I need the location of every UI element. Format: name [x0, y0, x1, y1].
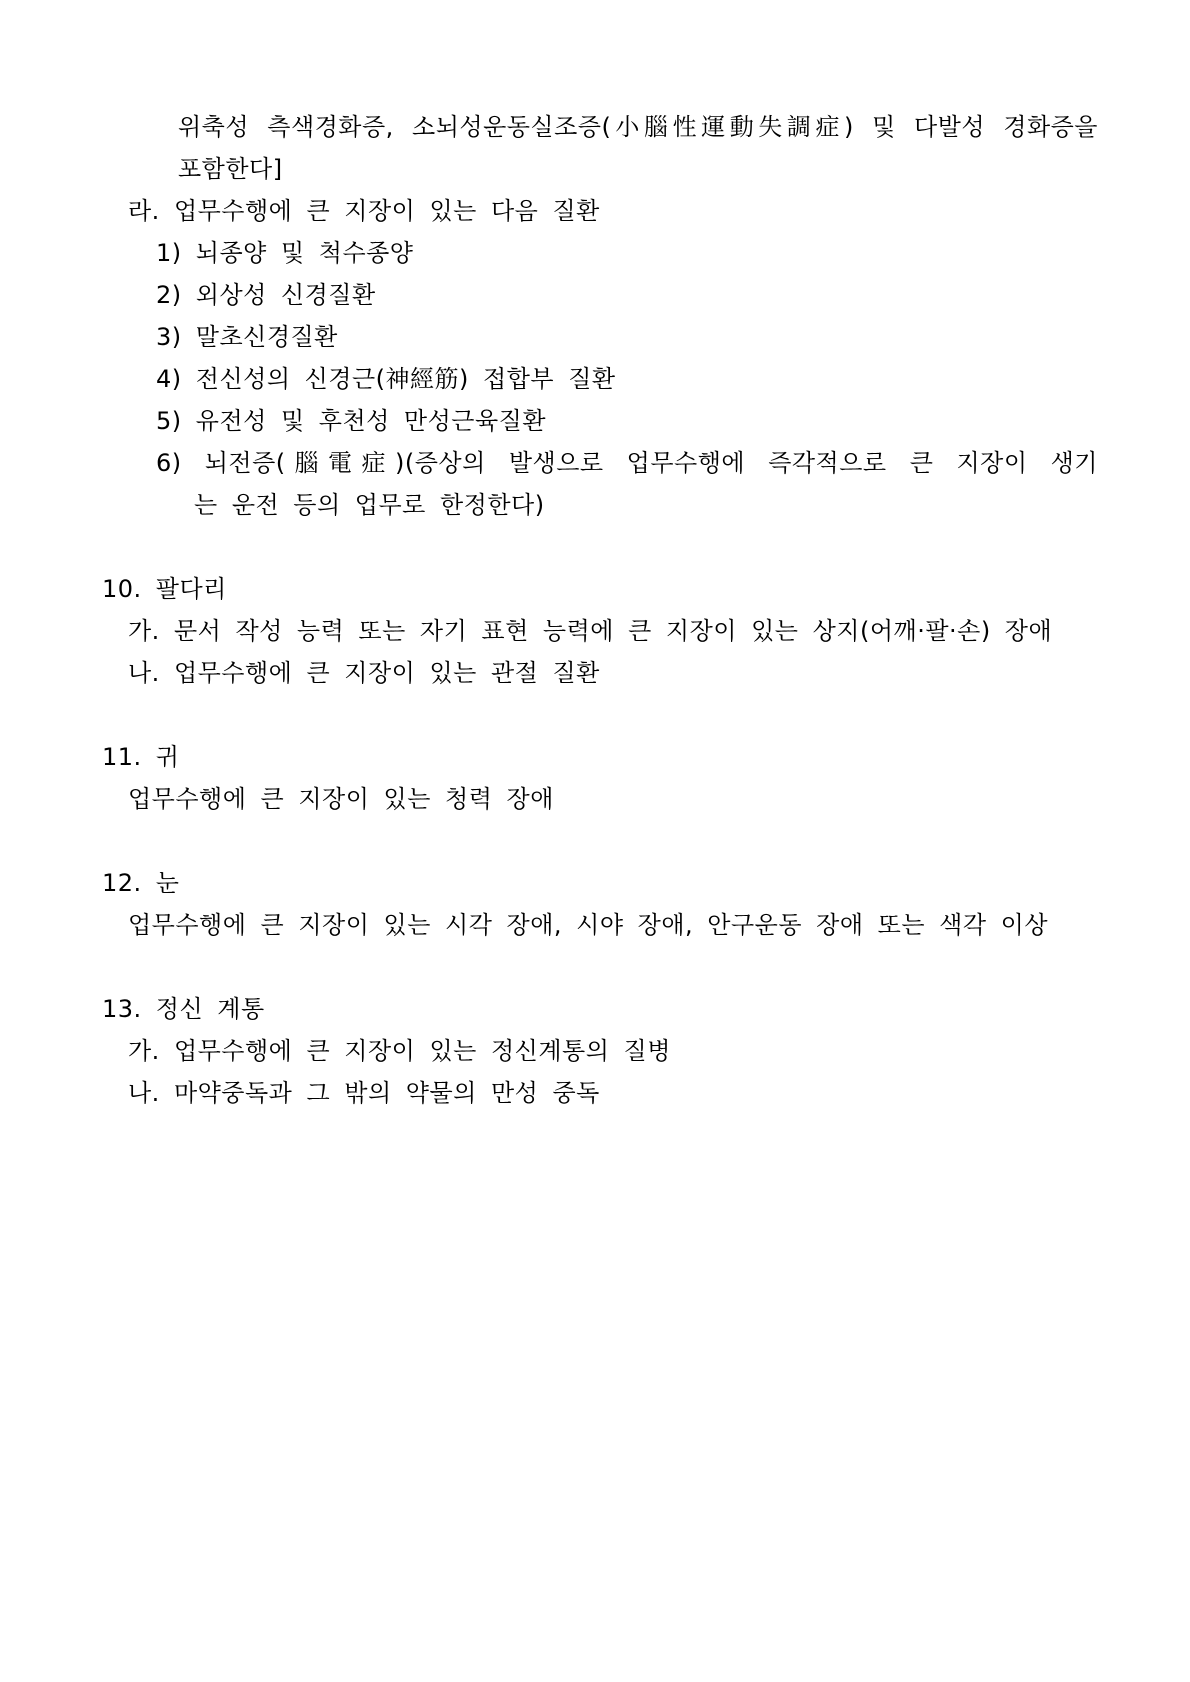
- section-11-item-1: 업무수행에 큰 지장이 있는 청력 장애: [128, 785, 554, 813]
- continuation-line-1: 위축성 측색경화증, 소뇌성운동실조증(小腦性運動失調症) 및 다발성 경화증을: [178, 113, 1098, 141]
- item-ra-subitem-5: 5) 유전성 및 후천성 만성근육질환: [156, 407, 547, 435]
- item-ra-subitem-2: 2) 외상성 신경질환: [156, 281, 376, 309]
- section-10-heading: 10. 팔다리: [102, 575, 227, 603]
- item-ra-subitem-3: 3) 말초신경질환: [156, 323, 338, 351]
- item-ra-label: 라. 업무수행에 큰 지장이 있는 다음 질환: [128, 197, 600, 225]
- section-13-heading: 13. 정신 계통: [102, 995, 265, 1023]
- section-13-item-1: 가. 업무수행에 큰 지장이 있는 정신계통의 질병: [128, 1037, 671, 1065]
- section-11-heading: 11. 귀: [102, 743, 180, 771]
- section-12-heading: 12. 눈: [102, 869, 180, 897]
- item-ra-subitem-1: 1) 뇌종양 및 척수종양: [156, 239, 414, 267]
- section-12-item-1: 업무수행에 큰 지장이 있는 시각 장애, 시야 장애, 안구운동 장애 또는 색각 이상: [128, 911, 1049, 939]
- item-ra-subitem-6: 6) 뇌전증(腦電症)(증상의 발생으로 업무수행에 즉각적으로 큰 지장이 생기: [156, 449, 1098, 477]
- item-ra-subitem-6-continuation: 는 운전 등의 업무로 한정한다): [194, 491, 545, 519]
- section-10-item-1: 가. 문서 작성 능력 또는 자기 표현 능력에 큰 지장이 있는 상지(어깨·팔·손) 장애: [128, 617, 1053, 645]
- item-ra-subitem-4: 4) 전신성의 신경근(神經筋) 접합부 질환: [156, 365, 616, 393]
- continuation-line-2: 포함한다]: [178, 155, 283, 183]
- section-10-item-2: 나. 업무수행에 큰 지장이 있는 관절 질환: [128, 659, 600, 687]
- section-13-item-2: 나. 마약중독과 그 밖의 약물의 만성 중독: [128, 1079, 600, 1107]
